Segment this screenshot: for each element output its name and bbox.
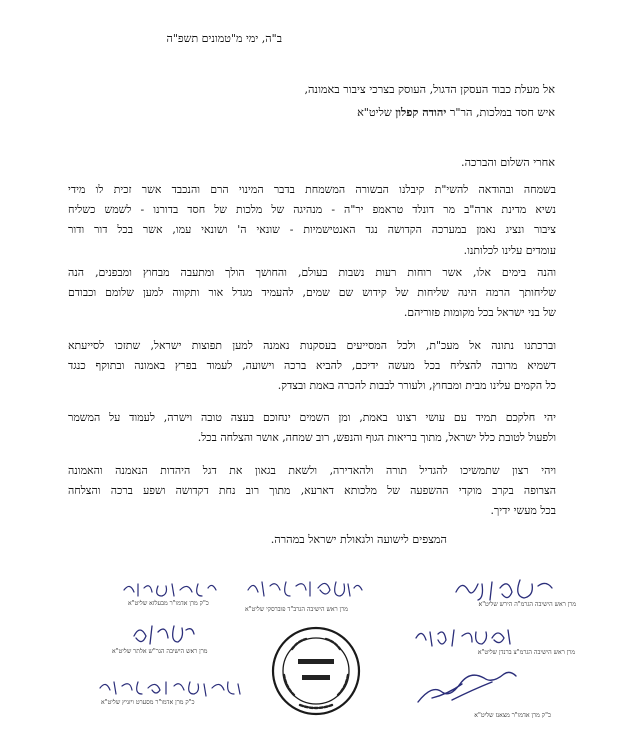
paragraph-line: והנה בימים אלו, אשר רוחות רעות נשבות בעולם, והחושך הולך ומתעבה מבחוץ ומבפנים, הנה bbox=[68, 266, 556, 279]
paragraph-line: יהי חלקכם תמיד עם עושי רצונו באמת, ומן השמים ינחוכם בעצה טובה וישרה, לעמוד על המשמר bbox=[68, 411, 556, 424]
signature-right-3 bbox=[412, 668, 522, 708]
paragraph-line: וברכתנו נתונה אל מעכ"ת, ולכל המסייעים בעסקנות נאמנה למען תפוצות ישראל, שתזכו לסייעתא bbox=[68, 339, 556, 352]
paragraph-line: ציבור ונציג נאמן במערכה הקדושה נגד האנטישמיות - שונאי ה' ושונאי עמו, אשר בכל דור ודור bbox=[68, 223, 556, 237]
signature-center-1 bbox=[244, 576, 364, 600]
signer-label-left-3: כ"ק מרן אדמו"ר מסערט ויזניץ שליט"א bbox=[101, 699, 195, 706]
paragraph-4 bbox=[68, 408, 556, 448]
date-line: ב"ה, ימי מ"טמונים תשפ"ה bbox=[166, 32, 282, 45]
signature-left-2 bbox=[128, 620, 198, 648]
signature-left-3 bbox=[96, 676, 246, 700]
paragraph-line: של בני ישראל בכל מקומות פזוריהם. bbox=[403, 306, 556, 320]
paragraph-line: כל הקמים עלינו מבית ומבחוץ, ולעורר לבבות להכרה באמת ובצדק. bbox=[277, 379, 556, 393]
paragraph-line: בכל מעשי ידיך. bbox=[490, 504, 556, 518]
addressee-line-1: אל מעלת כבוד העסקן הדגול, העוסק בצרכי ציבור באמונה, bbox=[304, 83, 555, 96]
addressee-prefix: איש חסד במלכות, הר"ר bbox=[446, 106, 555, 119]
signer-label-left-2: מרן ראש הישיבה הגר"ש אלתר שליט"א bbox=[112, 648, 208, 655]
closing-line: המצפים לישועה ולגאולת ישראל במהרה. bbox=[270, 533, 447, 546]
paragraph-line: שליחותך הרמה הינה שליחות של קידוש שם שמים, להעמיד מגדל אור ותקווה למען שלומם וכבודם bbox=[68, 286, 556, 300]
paragraph-1 bbox=[68, 180, 556, 261]
paragraph-3 bbox=[68, 336, 556, 397]
paragraph-line: ויהי רצון שתמשיכו להגדיל תורה ולהאדירה, ולשאת בגאון את דגל היהדות הנאמנה והאמונה bbox=[68, 464, 556, 477]
paragraph-line: ולפעול לטובת כלל ישראל, מתוך בריאות הגוף והנפש, רוב שמחה, אושר והצלחה בכל. bbox=[197, 431, 556, 445]
yeshiva-stamp bbox=[270, 625, 362, 717]
signer-label-right-3: כ"ק מרן אדמו"ר מצאנז שליט"א bbox=[474, 712, 551, 719]
signature-right-1 bbox=[448, 574, 558, 604]
paragraph-line: הצרופה בקרב מוקדי ההשפעה של מלכותא דארעא, מתוך רוב נחת דקדושה ושפע ברכה והצלחה bbox=[68, 484, 556, 498]
signature-right-2 bbox=[410, 624, 520, 650]
signer-label-left-1: כ"ק מרן אדמו"ר מבעלזא שליט"א bbox=[128, 600, 209, 607]
paragraph-line: נשיא מדינת ארה"ב מר דונלד טראמפ יר"ה - מנהיגה של מלכות של חסד בדורנו - לשמש כשליח bbox=[68, 203, 556, 217]
signer-label-center-1: מרן ראש הישיבה הגרב"ד פוברסקי שליט"א bbox=[245, 606, 348, 613]
paragraph-line: דשמיא מרובה להצליח בכל מעשה ידיכם, להביא ברכה וישועה, לעמוד בפרץ באמונה ובתוקף כנגד bbox=[68, 359, 556, 373]
paragraph-line: עומדים עלינו לכלותנו. bbox=[463, 243, 556, 257]
paragraph-2 bbox=[68, 263, 556, 324]
signature-left-1 bbox=[120, 578, 220, 600]
paragraph-line: בשמחה ובהודאה להשי"ת קיבלנו הבשורה המשמחת בדבר המינוי הרם והנכבד אשר זכית לו מידי bbox=[68, 183, 556, 196]
signer-label-right-2: מרן ראש הישיבה הגרמ"צ ברנדן שליט"א bbox=[477, 649, 575, 656]
greeting: אחרי השלום והברכה. bbox=[461, 156, 555, 169]
signer-label-right-1: מרן ראש הישיבה הגרמ"ה הירש שליט"א bbox=[478, 601, 576, 608]
addressee-name: יהודה קפלון bbox=[395, 105, 447, 119]
addressee-line-2 bbox=[357, 104, 555, 121]
addressee-suffix: שליט"א bbox=[357, 106, 396, 119]
paragraph-5 bbox=[68, 461, 556, 522]
